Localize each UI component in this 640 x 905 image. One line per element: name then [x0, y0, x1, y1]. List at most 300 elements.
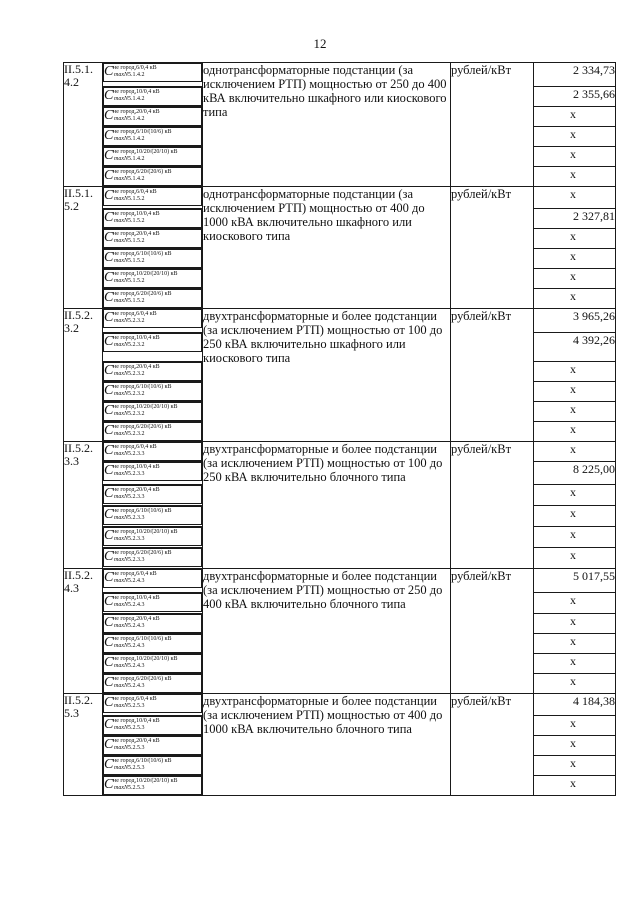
rate-subscript-number: 5.1.4.2	[128, 72, 145, 78]
rate-subscript	[113, 342, 201, 349]
rate-subscript-prefix: maxN	[114, 391, 128, 397]
rate-superscript: не город,6/0,4 кВ	[113, 571, 157, 577]
rate-formula	[103, 654, 202, 673]
rate-subscript-prefix: maxN	[114, 785, 128, 791]
rate-subscript	[113, 298, 201, 305]
rate-cell	[103, 209, 203, 229]
rate-subscript-prefix: maxN	[114, 342, 128, 348]
rate-formula	[103, 167, 202, 186]
rate-cell	[103, 527, 203, 548]
rate-subscript-prefix: maxN	[114, 238, 128, 244]
rate-subscript	[113, 72, 201, 79]
rate-subscript-prefix: maxN	[114, 136, 128, 142]
rate-value: x	[534, 442, 616, 462]
unit-label: рублей/кВт	[451, 309, 534, 442]
rate-cell	[103, 87, 203, 107]
rate-cell	[103, 333, 203, 362]
rate-subscript	[113, 703, 201, 710]
row-code	[64, 694, 103, 796]
rate-value: x	[534, 187, 616, 209]
rate-subscript	[113, 196, 201, 203]
rate-subscript	[113, 602, 201, 609]
rate-subscript	[113, 471, 201, 478]
rate-subscript-number: 5.2.4.3	[128, 578, 145, 584]
rate-superscript: не город,6/10/(10/6) кВ	[113, 251, 172, 257]
rate-superscript: не город,6/20/(20/6) кВ	[113, 676, 172, 682]
row-code	[64, 442, 103, 569]
tariff-table	[63, 62, 616, 796]
rate-cell	[103, 107, 203, 127]
rate-superscript: не город,10/20/(20/10) кВ	[113, 778, 178, 784]
rate-value: 5 017,55	[534, 569, 616, 593]
rate-subscript-number: 5.2.3.3	[128, 536, 145, 542]
row-code-part: II.5.2.	[64, 568, 93, 582]
rate-subscript	[113, 176, 201, 183]
rate-subscript	[113, 515, 201, 522]
rate-subscript	[113, 785, 201, 792]
rate-value: 2 334,73	[534, 63, 616, 87]
row-code	[64, 187, 103, 309]
rate-symbol: C	[104, 655, 114, 670]
rate-subscript	[113, 258, 201, 265]
rate-cell	[103, 402, 203, 422]
rate-subscript-prefix: maxN	[114, 725, 128, 731]
rate-symbol: C	[104, 108, 114, 123]
rate-subscript	[113, 116, 201, 123]
rate-subscript-number: 5.1.4.2	[128, 116, 145, 122]
rate-subscript	[113, 725, 201, 732]
rate-value: x	[534, 548, 616, 569]
rate-superscript: не город,6/0,4 кВ	[113, 189, 157, 195]
rate-cell	[103, 756, 203, 776]
rate-formula	[103, 634, 202, 653]
rate-subscript-number: 5.2.3.2	[128, 342, 145, 348]
rate-subscript-prefix: maxN	[114, 298, 128, 304]
rate-value: x	[534, 593, 616, 614]
rate-symbol: C	[104, 128, 114, 143]
rate-subscript-prefix: maxN	[114, 411, 128, 417]
row-code-part: II.5.2.	[64, 441, 93, 455]
rate-superscript: не город,10/0,4 кВ	[113, 335, 160, 341]
rate-subscript	[113, 156, 201, 163]
rate-superscript: не город,20/0,4 кВ	[113, 231, 160, 237]
unit-label: рублей/кВт	[451, 569, 534, 694]
rate-superscript: не город,6/0,4 кВ	[113, 444, 157, 450]
rate-subscript-prefix: maxN	[114, 318, 128, 324]
rate-formula	[103, 442, 202, 461]
rate-subscript-number: 5.1.5.2	[128, 238, 145, 244]
rate-formula	[103, 776, 202, 795]
rate-formula	[103, 422, 202, 441]
rate-symbol: C	[104, 290, 114, 305]
rate-subscript-prefix: maxN	[114, 218, 128, 224]
rate-value: x	[534, 485, 616, 506]
rate-subscript-number: 5.2.5.3	[128, 745, 145, 751]
rate-subscript-number: 5.2.3.2	[128, 318, 145, 324]
rate-symbol: C	[104, 148, 114, 163]
rate-formula	[103, 506, 202, 525]
rate-superscript: не город,10/0,4 кВ	[113, 89, 160, 95]
unit-label: рублей/кВт	[451, 63, 534, 187]
rate-subscript-prefix: maxN	[114, 765, 128, 771]
rate-symbol: C	[104, 403, 114, 418]
rate-cell	[103, 147, 203, 167]
rate-value: x	[534, 362, 616, 382]
rate-formula	[103, 127, 202, 146]
rate-value: 2 327,81	[534, 209, 616, 229]
rate-formula	[103, 87, 202, 106]
rate-value: x	[534, 289, 616, 309]
rate-value: x	[534, 756, 616, 776]
rate-formula	[103, 362, 202, 381]
rate-cell	[103, 187, 203, 209]
rate-cell	[103, 506, 203, 527]
rate-subscript-number: 5.1.4.2	[128, 156, 145, 162]
rate-subscript-number: 5.1.5.2	[128, 278, 145, 284]
rate-value: x	[534, 269, 616, 289]
rate-value: x	[534, 654, 616, 674]
row-code	[64, 309, 103, 442]
rate-cell	[103, 249, 203, 269]
rate-formula	[103, 209, 202, 228]
rate-superscript: не город,20/0,4 кВ	[113, 364, 160, 370]
rate-value: x	[534, 736, 616, 756]
rate-superscript: не город,10/0,4 кВ	[113, 718, 160, 724]
rate-subscript	[113, 371, 201, 378]
rate-value: 4 184,38	[534, 694, 616, 716]
rate-superscript: не город,6/20/(20/6) кВ	[113, 291, 172, 297]
rate-subscript-prefix: maxN	[114, 278, 128, 284]
rate-value: x	[534, 127, 616, 147]
rate-value: 3 965,26	[534, 309, 616, 333]
rate-subscript	[113, 96, 201, 103]
rate-superscript: не город,10/20/(20/10) кВ	[113, 271, 178, 277]
rate-cell	[103, 127, 203, 147]
row-code-part: 3.3	[64, 454, 79, 468]
rate-subscript-number: 5.2.5.3	[128, 703, 145, 709]
rate-symbol: C	[104, 270, 114, 285]
table-row	[64, 63, 616, 87]
row-code-part: II.5.1.	[64, 186, 93, 200]
row-code	[64, 63, 103, 187]
rate-symbol: C	[104, 383, 114, 398]
rate-formula	[103, 229, 202, 248]
rate-formula	[103, 548, 202, 567]
rate-cell	[103, 569, 203, 593]
rate-value: x	[534, 776, 616, 796]
rate-value: x	[534, 716, 616, 736]
rate-subscript-prefix: maxN	[114, 643, 128, 649]
rate-superscript: не город,6/20/(20/6) кВ	[113, 550, 172, 556]
rate-superscript: не город,10/20/(20/10) кВ	[113, 656, 178, 662]
rate-superscript: не город,20/0,4 кВ	[113, 738, 160, 744]
rate-cell	[103, 485, 203, 506]
rate-superscript: не город,10/20/(20/10) кВ	[113, 404, 178, 410]
row-code-part: II.5.1.	[64, 62, 93, 76]
rate-subscript-prefix: maxN	[114, 72, 128, 78]
rate-symbol: C	[104, 188, 114, 203]
rate-subscript	[113, 557, 201, 564]
rate-cell	[103, 548, 203, 569]
rate-subscript-prefix: maxN	[114, 663, 128, 669]
rate-cell	[103, 776, 203, 796]
rate-subscript-number: 5.2.4.3	[128, 683, 145, 689]
rate-value: x	[534, 527, 616, 548]
rate-subscript-prefix: maxN	[114, 515, 128, 521]
substation-description: двухтрансформаторные и более подстанции (за исключением РТП) мощностью от 400 до 1000 кВА включительно блочного типа	[203, 694, 451, 796]
substation-description: двухтрансформаторные и более подстанции (за исключением РТП) мощностью от 100 до 250 кВА включительно блочного типа	[203, 442, 451, 569]
substation-description: однотрансформаторные подстанции (за исключением РТП) мощностью от 400 до 1000 кВА включительно шкафного или киоскового типа	[203, 187, 451, 309]
rate-subscript-number: 5.2.3.2	[128, 371, 145, 377]
row-code-part: II.5.2.	[64, 308, 93, 322]
row-code-part: 5.2	[64, 199, 79, 213]
rate-subscript-number: 5.2.4.3	[128, 643, 145, 649]
rate-cell	[103, 229, 203, 249]
substation-description: двухтрансформаторные и более подстанции (за исключением РТП) мощностью от 100 до 250 кВА включительно шкафного или киоскового типа	[203, 309, 451, 442]
rate-subscript	[113, 643, 201, 650]
rate-subscript	[113, 745, 201, 752]
rate-symbol: C	[104, 334, 114, 349]
rate-symbol: C	[104, 635, 114, 650]
rate-value: x	[534, 402, 616, 422]
rate-subscript	[113, 451, 201, 458]
rate-symbol: C	[104, 757, 114, 772]
rate-formula	[103, 569, 202, 588]
rate-subscript-number: 5.2.5.3	[128, 785, 145, 791]
rate-symbol: C	[104, 549, 114, 564]
rate-superscript: не город,6/10/(10/6) кВ	[113, 758, 172, 764]
rate-superscript: не город,6/20/(20/6) кВ	[113, 169, 172, 175]
rate-subscript	[113, 536, 201, 543]
rate-subscript-number: 5.2.3.2	[128, 411, 145, 417]
rate-formula	[103, 147, 202, 166]
rate-superscript: не город,6/10/(10/6) кВ	[113, 129, 172, 135]
rate-symbol: C	[104, 463, 114, 478]
rate-subscript	[113, 318, 201, 325]
rate-subscript	[113, 278, 201, 285]
rate-formula	[103, 249, 202, 268]
rate-symbol: C	[104, 570, 114, 585]
rate-subscript	[113, 683, 201, 690]
rate-subscript-prefix: maxN	[114, 96, 128, 102]
rate-subscript-prefix: maxN	[114, 371, 128, 377]
rate-formula	[103, 382, 202, 401]
rate-value: x	[534, 614, 616, 634]
rate-subscript-number: 5.2.4.3	[128, 663, 145, 669]
rate-symbol: C	[104, 210, 114, 225]
rate-symbol: C	[104, 594, 114, 609]
rate-symbol: C	[104, 695, 114, 710]
substation-description: однотрансформаторные подстанции (за исключением РТП) мощностью от 250 до 400 кВА включительно шкафного или киоскового типа	[203, 63, 451, 187]
page-number: 12	[313, 36, 327, 51]
rate-symbol: C	[104, 507, 114, 522]
rate-subscript	[113, 765, 201, 772]
rate-formula	[103, 716, 202, 735]
rate-symbol: C	[104, 168, 114, 183]
rate-subscript	[113, 391, 201, 398]
rate-value: x	[534, 422, 616, 442]
rate-subscript-number: 5.2.5.3	[128, 765, 145, 771]
rate-subscript-prefix: maxN	[114, 623, 128, 629]
rate-symbol: C	[104, 443, 114, 458]
rate-superscript: не город,6/20/(20/6) кВ	[113, 424, 172, 430]
rate-superscript: не город,10/0,4 кВ	[113, 595, 160, 601]
rate-superscript: не город,10/20/(20/10) кВ	[113, 149, 178, 155]
rate-formula	[103, 107, 202, 126]
rate-symbol: C	[104, 363, 114, 378]
rate-formula	[103, 333, 202, 352]
rate-symbol: C	[104, 486, 114, 501]
rate-subscript-number: 5.2.5.3	[128, 725, 145, 731]
rate-subscript-prefix: maxN	[114, 683, 128, 689]
rate-subscript-number: 5.2.3.3	[128, 557, 145, 563]
rate-value: x	[534, 229, 616, 249]
rate-cell	[103, 634, 203, 654]
rate-subscript	[113, 238, 201, 245]
rate-symbol: C	[104, 777, 114, 792]
rate-subscript-prefix: maxN	[114, 176, 128, 182]
rate-value: x	[534, 506, 616, 527]
rate-superscript: не город,6/0,4 кВ	[113, 65, 157, 71]
rate-subscript-prefix: maxN	[114, 745, 128, 751]
unit-label: рублей/кВт	[451, 442, 534, 569]
rate-symbol: C	[104, 675, 114, 690]
rate-subscript	[113, 623, 201, 630]
rate-symbol: C	[104, 528, 114, 543]
table-row	[64, 569, 616, 593]
rate-subscript-prefix: maxN	[114, 703, 128, 709]
rate-subscript-number: 5.2.4.3	[128, 623, 145, 629]
rate-subscript-prefix: maxN	[114, 431, 128, 437]
rate-superscript: не город,6/10/(10/6) кВ	[113, 384, 172, 390]
rate-subscript	[113, 218, 201, 225]
rate-formula	[103, 462, 202, 481]
rate-formula	[103, 674, 202, 693]
rate-cell	[103, 593, 203, 614]
rate-cell	[103, 654, 203, 674]
rate-subscript-number: 5.1.5.2	[128, 298, 145, 304]
rate-cell	[103, 422, 203, 442]
rate-symbol: C	[104, 423, 114, 438]
rate-cell	[103, 736, 203, 756]
rate-subscript-prefix: maxN	[114, 578, 128, 584]
rate-formula	[103, 593, 202, 612]
rate-subscript-prefix: maxN	[114, 557, 128, 563]
rate-value: x	[534, 382, 616, 402]
rate-subscript-number: 5.2.3.2	[128, 391, 145, 397]
rate-symbol: C	[104, 310, 114, 325]
rate-subscript-number: 5.1.5.2	[128, 196, 145, 202]
rate-formula	[103, 485, 202, 504]
rate-cell	[103, 614, 203, 634]
rate-cell	[103, 716, 203, 736]
rate-subscript-number: 5.1.4.2	[128, 96, 145, 102]
rate-subscript-prefix: maxN	[114, 258, 128, 264]
rate-formula	[103, 187, 202, 206]
rate-subscript-prefix: maxN	[114, 536, 128, 542]
rate-subscript-prefix: maxN	[114, 471, 128, 477]
rate-formula	[103, 63, 202, 82]
rate-symbol: C	[104, 64, 114, 79]
row-code-part: 4.3	[64, 581, 79, 595]
unit-label: рублей/кВт	[451, 694, 534, 796]
rate-superscript: не город,20/0,4 кВ	[113, 616, 160, 622]
rate-cell	[103, 269, 203, 289]
rate-formula	[103, 736, 202, 755]
rate-subscript-prefix: maxN	[114, 196, 128, 202]
substation-description: двухтрансформаторные и более подстанции (за исключением РТП) мощностью от 250 до 400 кВА включительно блочного типа	[203, 569, 451, 694]
rate-formula	[103, 402, 202, 421]
rate-superscript: не город,6/0,4 кВ	[113, 696, 157, 702]
rate-superscript: не город,6/10/(10/6) кВ	[113, 636, 172, 642]
row-code-part: 3.2	[64, 321, 79, 335]
rate-formula	[103, 756, 202, 775]
rate-superscript: не город,20/0,4 кВ	[113, 487, 160, 493]
rate-value: 2 355,66	[534, 87, 616, 107]
rate-symbol: C	[104, 250, 114, 265]
rate-cell	[103, 289, 203, 309]
rate-formula	[103, 694, 202, 713]
rate-superscript: не город,10/20/(20/10) кВ	[113, 529, 178, 535]
rate-cell	[103, 462, 203, 485]
rate-symbol: C	[104, 88, 114, 103]
unit-label: рублей/кВт	[451, 187, 534, 309]
rate-cell	[103, 167, 203, 187]
rate-subscript	[113, 578, 201, 585]
row-code	[64, 569, 103, 694]
rate-cell	[103, 362, 203, 382]
rate-subscript-number: 5.1.5.2	[128, 258, 145, 264]
rate-subscript-prefix: maxN	[114, 602, 128, 608]
rate-formula	[103, 269, 202, 288]
rate-subscript-prefix: maxN	[114, 451, 128, 457]
rate-value: x	[534, 147, 616, 167]
rate-subscript-number: 5.1.4.2	[128, 176, 145, 182]
rate-formula	[103, 527, 202, 546]
rate-subscript	[113, 494, 201, 501]
rate-subscript-number: 5.2.3.3	[128, 471, 145, 477]
row-code-part: II.5.2.	[64, 693, 93, 707]
table-row	[64, 442, 616, 462]
rate-superscript: не город,10/0,4 кВ	[113, 211, 160, 217]
rate-value: x	[534, 674, 616, 694]
rate-symbol: C	[104, 737, 114, 752]
table-row	[64, 694, 616, 716]
rate-subscript	[113, 411, 201, 418]
rate-value: 8 225,00	[534, 462, 616, 485]
rate-subscript-number: 5.2.3.3	[128, 515, 145, 521]
rate-subscript-number: 5.2.4.3	[128, 602, 145, 608]
rate-superscript: не город,10/0,4 кВ	[113, 464, 160, 470]
rate-superscript: не город,20/0,4 кВ	[113, 109, 160, 115]
rate-cell	[103, 674, 203, 694]
row-code-part: 4.2	[64, 75, 79, 89]
rate-subscript-prefix: maxN	[114, 156, 128, 162]
table-row	[64, 309, 616, 333]
rate-subscript-number: 5.2.3.2	[128, 431, 145, 437]
rate-subscript-number: 5.1.4.2	[128, 136, 145, 142]
rate-cell	[103, 63, 203, 87]
rate-symbol: C	[104, 615, 114, 630]
rate-subscript-prefix: maxN	[114, 494, 128, 500]
rate-cell	[103, 309, 203, 333]
row-code-part: 5.3	[64, 706, 79, 720]
rate-subscript-number: 5.2.3.3	[128, 451, 145, 457]
rate-subscript-prefix: maxN	[114, 116, 128, 122]
rate-value: x	[534, 249, 616, 269]
rate-formula	[103, 309, 202, 328]
rate-subscript	[113, 431, 201, 438]
